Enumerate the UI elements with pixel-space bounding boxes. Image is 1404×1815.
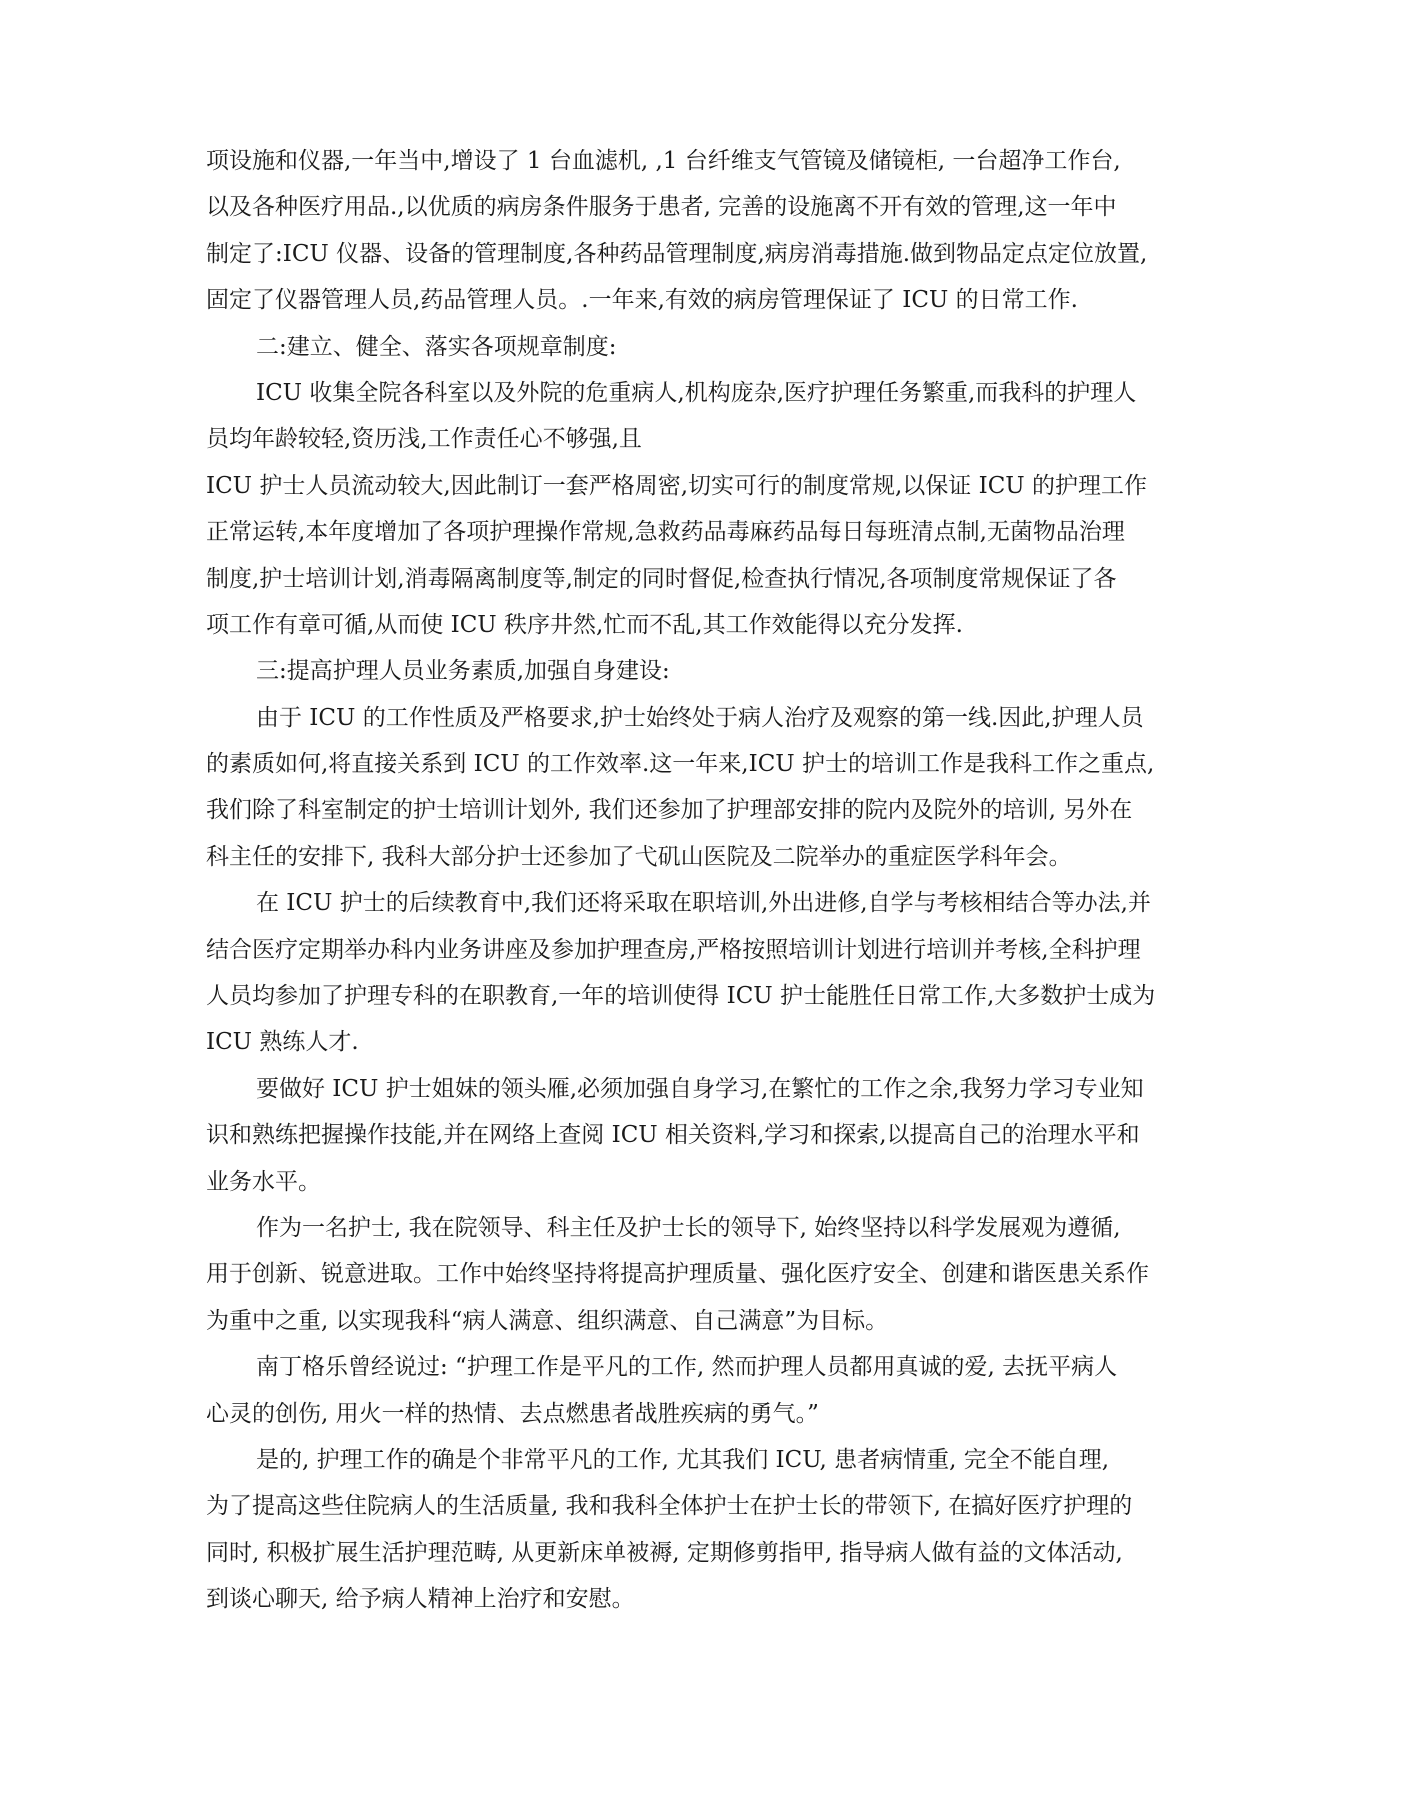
text-line: 为重中之重, 以实现我科“病人满意、组织满意、自己满意”为目标。 bbox=[206, 1307, 889, 1334]
text-line: 项设施和仪器,一年当中,增设了 1 台血滤机, ,1 台纤维支气管镜及储镜柜, 一台超净工作台, bbox=[206, 148, 1121, 174]
text-line: 正常运转,本年度增加了各项护理操作常规,急救药品毒麻药品每日每班清点制,无菌物品治理 bbox=[206, 519, 1125, 546]
paragraph-first-line: 是的, 护理工作的确是个非常平凡的工作, 尤其我们 ICU, 患者病情重, 完全不能自理, bbox=[256, 1446, 1110, 1473]
paragraph-first-line: 三:提高护理人员业务素质,加强自身建设: bbox=[256, 658, 670, 685]
document-body bbox=[206, 138, 1216, 1623]
text-line: 识和熟练把握操作技能,并在网络上查阅 ICU 相关资料,学习和探索,以提高自己的治理水平和 bbox=[206, 1122, 1140, 1149]
text-line: ICU 熟练人才. bbox=[206, 1029, 359, 1056]
paragraph-first-line: 在 ICU 护士的后续教育中,我们还将采取在职培训,外出进修,自学与考核相结合等办法,并 bbox=[256, 890, 1151, 917]
text-line: 项工作有章可循,从而使 ICU 秩序井然,忙而不乱,其工作效能得以充分发挥. bbox=[206, 611, 963, 638]
text-line: 我们除了科室制定的护士培训计划外, 我们还参加了护理部安排的院内及院外的培训, 另外在 bbox=[206, 797, 1133, 824]
text-line: 为了提高这些住院病人的生活质量, 我和我科全体护士在护士长的带领下, 在搞好医疗护理的 bbox=[206, 1493, 1133, 1520]
text-line: 科主任的安排下, 我科大部分护士还参加了弋矶山医院及二院举办的重症医学科年会。 bbox=[206, 843, 1072, 870]
text-line: 员均年龄较轻,资历浅,工作责任心不够强,且 bbox=[206, 426, 642, 453]
paragraph-first-line: ICU 收集全院各科室以及外院的危重病人,机构庞杂,医疗护理任务繁重,而我科的护理人 bbox=[256, 379, 1137, 406]
paragraph-first-line: 作为一名护士, 我在院领导、科主任及护士长的领导下, 始终坚持以科学发展观为遵循, bbox=[256, 1214, 1121, 1241]
text-line: 制度,护士培训计划,消毒隔离制度等,制定的同时督促,检查执行情况,各项制度常规保证了各 bbox=[206, 565, 1117, 592]
text-line: 同时, 积极扩展生活护理范畴, 从更新床单被褥, 定期修剪指甲, 指导病人做有益的文体活动, bbox=[206, 1539, 1123, 1566]
text-line: 到谈心聊天, 给予病人精神上治疗和安慰。 bbox=[206, 1586, 635, 1613]
paragraph-first-line: 由于 ICU 的工作性质及严格要求,护士始终处于病人治疗及观察的第一线.因此,护理人员 bbox=[256, 704, 1144, 731]
text-line: 结合医疗定期举办科内业务讲座及参加护理查房,严格按照培训计划进行培训并考核,全科护理 bbox=[206, 936, 1141, 963]
text-line: 制定了:ICU 仪器、设备的管理制度,各种药品管理制度,病房消毒措施.做到物品定点定位放置, bbox=[206, 240, 1148, 267]
paragraph-first-line: 要做好 ICU 护士姐妹的领头雁,必须加强自身学习,在繁忙的工作之余,我努力学习专业知 bbox=[256, 1075, 1144, 1102]
text-line: 人员均参加了护理专科的在职教育,一年的培训使得 ICU 护士能胜任日常工作,大多数护士成为 bbox=[206, 983, 1156, 1010]
text-line: 的素质如何,将直接关系到 ICU 的工作效率.这一年来,ICU 护士的培训工作是我科工作之重点, bbox=[206, 751, 1155, 778]
text-line: 心灵的创伤, 用火一样的热情、去点燃患者战胜疾病的勇气。” bbox=[206, 1400, 819, 1427]
text-line: ICU 护士人员流动较大,因此制订一套严格周密,切实可行的制度常规,以保证 ICU 的护理工作 bbox=[206, 472, 1148, 499]
text-line: 用于创新、锐意进取。工作中始终坚持将提高护理质量、强化医疗安全、创建和谐医患关系作 bbox=[206, 1261, 1149, 1288]
text-line: 业务水平。 bbox=[206, 1168, 321, 1195]
paragraph-first-line: 南丁格乐曾经说过: “护理工作是平凡的工作, 然而护理人员都用真诚的爱, 去抚平病人 bbox=[256, 1354, 1118, 1381]
text-line: 固定了仪器管理人员,药品管理人员。.一年来,有效的病房管理保证了 ICU 的日常工作. bbox=[206, 287, 1078, 314]
paragraph-first-line: 二:建立、健全、落实各项规章制度: bbox=[256, 333, 617, 360]
text-line: 以及各种医疗用品.,以优质的病房条件服务于患者, 完善的设施离不开有效的管理,这一年中 bbox=[206, 194, 1117, 221]
